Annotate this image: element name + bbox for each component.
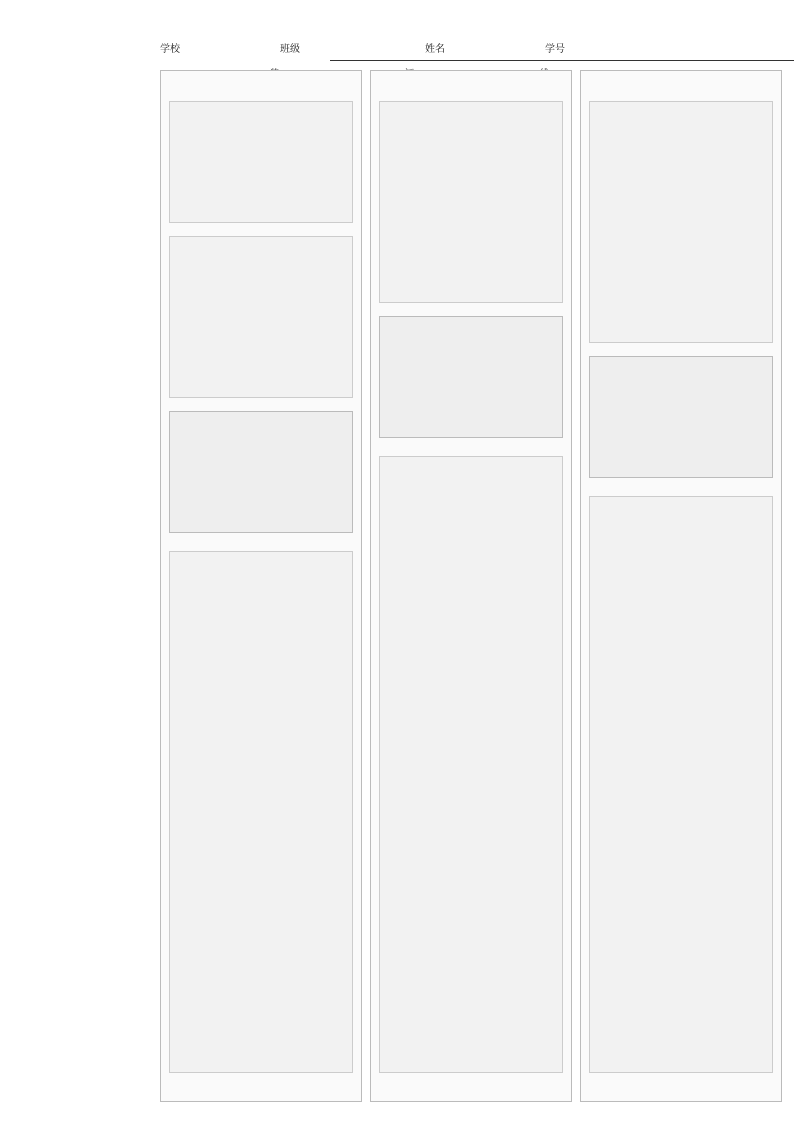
column-2-figure xyxy=(379,316,563,438)
class-label: 班级 xyxy=(280,44,300,55)
column-1-text-block-1 xyxy=(169,101,353,223)
column-1-figure xyxy=(169,411,353,533)
column-3-text-block-2 xyxy=(589,496,773,1073)
student-info-bar xyxy=(160,18,640,62)
column-3-text-block-1 xyxy=(589,101,773,343)
binding-line xyxy=(330,60,794,61)
column-1-text-block-3 xyxy=(169,551,353,1073)
exam-column-3 xyxy=(580,70,782,1102)
school-label: 学校 xyxy=(160,44,180,55)
name-label: 姓名 xyxy=(425,44,445,55)
column-2-text-block-1 xyxy=(379,101,563,303)
exam-column-1 xyxy=(160,70,362,1102)
column-1-text-block-2 xyxy=(169,236,353,398)
id-label: 学号 xyxy=(545,44,565,55)
column-2-text-block-2 xyxy=(379,456,563,1073)
column-3-figure xyxy=(589,356,773,478)
exam-column-2 xyxy=(370,70,572,1102)
